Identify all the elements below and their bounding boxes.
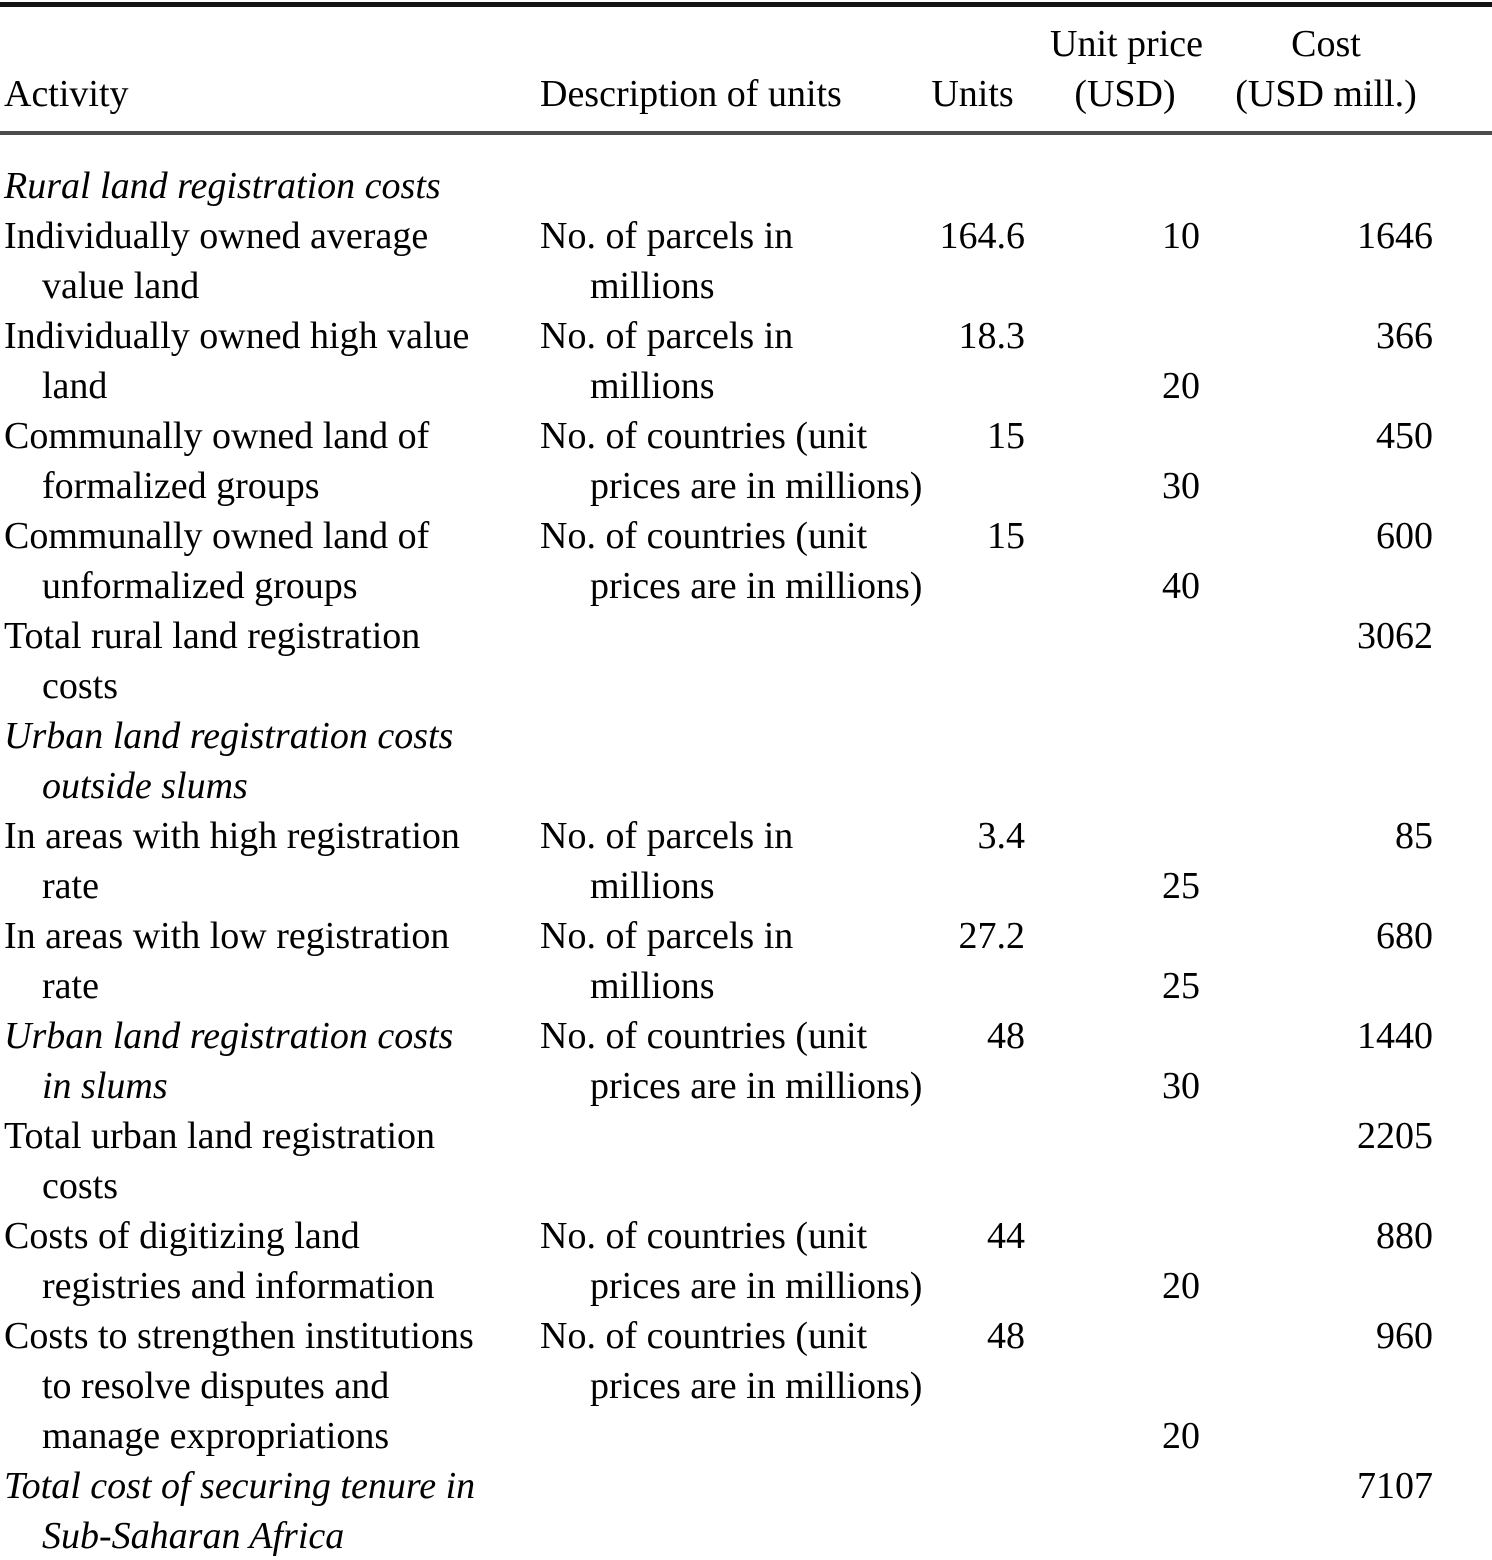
text-line: outside slums (42, 765, 248, 807)
cell-unit-price (1050, 511, 1200, 611)
cell-description (540, 511, 923, 611)
cell-description (540, 1011, 923, 1111)
text-line: 27.2 (958, 915, 1025, 957)
cell-description (540, 1211, 923, 1311)
table-row (0, 811, 1492, 911)
cell-unit-price (1050, 611, 1200, 711)
cell-description (540, 811, 920, 911)
cell-cost (1200, 1011, 1492, 1111)
header-unit-price-label-line1: Unit price (1050, 23, 1204, 65)
text-line: No. of countries (unit (540, 1015, 868, 1057)
text-line: rate (42, 965, 99, 1007)
text-line: Communally owned land of (4, 515, 430, 557)
cell-activity (0, 311, 540, 411)
cell-units (920, 611, 1050, 711)
text-line (1050, 1211, 1200, 1261)
text-line: 15 (987, 415, 1025, 457)
table-row (0, 1211, 1492, 1311)
table-row (0, 133, 1492, 211)
table-row (0, 1111, 1492, 1211)
cell-cost (1200, 211, 1492, 311)
cell-activity (0, 133, 540, 211)
table-row (0, 1461, 1492, 1560)
text-line: 85 (1395, 815, 1433, 857)
text-line (1050, 511, 1200, 561)
cell-units (920, 411, 1050, 511)
text-line (1050, 1361, 1200, 1411)
text-line: rate (42, 865, 99, 907)
text-line: 48 (987, 1315, 1025, 1357)
cell-cost (1200, 133, 1492, 211)
text-line: 2205 (1357, 1115, 1433, 1157)
cell-cost (1200, 1111, 1492, 1211)
header-activity (0, 5, 540, 134)
text-line: value land (42, 265, 200, 307)
text-line: 25 (1162, 965, 1200, 1007)
text-line: Communally owned land of (4, 415, 430, 457)
text-line: millions (590, 365, 715, 407)
text-line: No. of parcels in (540, 315, 794, 357)
cell-units (920, 133, 1050, 211)
text-line (1050, 1011, 1200, 1061)
header-units (920, 5, 1050, 134)
text-line: millions (590, 965, 715, 1007)
text-line (1050, 1311, 1200, 1361)
text-line: prices are in millions) (590, 1365, 923, 1407)
cell-cost (1200, 1461, 1492, 1560)
cell-units (920, 1011, 1050, 1111)
cell-activity (0, 611, 540, 711)
cell-unit-price (1050, 1211, 1200, 1311)
text-line: Urban land registration costs (4, 715, 454, 757)
text-line: In areas with low registration (4, 915, 450, 957)
cell-cost (1200, 911, 1492, 1011)
cell-description (540, 711, 920, 811)
cell-activity (0, 211, 540, 311)
text-line: No. of countries (unit (540, 1315, 868, 1357)
cell-unit-price (1050, 1011, 1200, 1111)
text-line: No. of parcels in (540, 815, 794, 857)
text-line: No. of countries (unit (540, 415, 868, 457)
text-line: Urban land registration costs (4, 1015, 454, 1057)
text-line (1050, 911, 1200, 961)
cell-description (540, 211, 920, 311)
table-row (0, 711, 1492, 811)
text-line: 40 (1162, 565, 1200, 607)
document-page (0, 2, 1492, 1560)
text-line: No. of countries (unit (540, 1215, 868, 1257)
cell-unit-price (1050, 133, 1200, 211)
text-line: 450 (1376, 415, 1433, 457)
text-line: land (42, 365, 108, 407)
cell-units (920, 1461, 1050, 1560)
text-line: Individually owned average (4, 215, 429, 257)
table-header-row (0, 5, 1492, 134)
cell-unit-price (1050, 311, 1200, 411)
text-line: prices are in millions) (590, 1265, 923, 1307)
table-row (0, 911, 1492, 1011)
cell-activity (0, 1311, 540, 1461)
text-line: prices are in millions) (590, 565, 923, 607)
cell-unit-price (1050, 811, 1200, 911)
header-units-label: Units (931, 73, 1014, 115)
cost-table (0, 2, 1492, 1560)
cell-units (920, 511, 1050, 611)
text-line: In areas with high registration (4, 815, 460, 857)
cell-activity (0, 411, 540, 511)
text-line: registries and information (42, 1265, 435, 1307)
text-line: 960 (1376, 1315, 1433, 1357)
text-line: 48 (987, 1015, 1025, 1057)
cell-unit-price (1050, 1111, 1200, 1211)
text-line: millions (590, 865, 715, 907)
text-line: 880 (1376, 1215, 1433, 1257)
text-line: formalized groups (42, 465, 320, 507)
text-line: 366 (1376, 315, 1433, 357)
text-line: 30 (1162, 1065, 1200, 1107)
text-line: to resolve disputes and (42, 1365, 390, 1407)
text-line: Total urban land registration (4, 1115, 436, 1157)
cell-units (920, 911, 1050, 1011)
cell-units (920, 1111, 1050, 1211)
cell-unit-price (1050, 1461, 1200, 1560)
text-line: 18.3 (958, 315, 1025, 357)
text-line: prices are in millions) (590, 465, 923, 507)
text-line: 1646 (1357, 215, 1433, 257)
text-line: 20 (1162, 1415, 1200, 1457)
cell-activity (0, 1111, 540, 1211)
text-line: Costs of digitizing land (4, 1215, 360, 1257)
text-line: millions (590, 265, 715, 307)
cell-units (920, 211, 1050, 311)
text-line: 164.6 (939, 215, 1025, 257)
text-line: prices are in millions) (590, 1065, 923, 1107)
text-line: costs (42, 1165, 118, 1207)
text-line: 3.4 (977, 815, 1025, 857)
table-row (0, 1011, 1492, 1111)
cell-cost (1200, 1211, 1492, 1311)
cell-units (920, 711, 1050, 811)
cell-description (540, 911, 920, 1011)
text-line (1050, 811, 1200, 861)
header-unit-price (1050, 5, 1204, 134)
cell-description (540, 133, 920, 211)
cell-cost (1200, 1311, 1492, 1461)
cell-description (540, 611, 920, 711)
cell-description (540, 1111, 920, 1211)
text-line: No. of countries (unit (540, 515, 868, 557)
header-activity-label: Activity (4, 73, 129, 115)
cell-unit-price (1050, 711, 1200, 811)
cell-unit-price (1050, 411, 1200, 511)
table-body (0, 133, 1492, 1560)
table-row (0, 311, 1492, 411)
text-line: Sub-Saharan Africa (42, 1515, 345, 1557)
cell-activity (0, 811, 540, 911)
cell-activity (0, 911, 540, 1011)
cell-description (540, 411, 923, 511)
text-line: 25 (1162, 865, 1200, 907)
table-header (0, 5, 1492, 134)
cell-cost (1200, 611, 1492, 711)
header-description-label: Description of units (540, 73, 842, 115)
table-row (0, 411, 1492, 511)
cell-cost (1200, 311, 1492, 411)
text-line: manage expropriations (42, 1415, 390, 1457)
text-line: Rural land registration costs (4, 165, 441, 207)
cell-cost (1200, 511, 1492, 611)
table-row (0, 211, 1492, 311)
cell-units (920, 811, 1050, 911)
text-line: Total cost of securing tenure in (4, 1465, 476, 1507)
text-line: unformalized groups (42, 565, 358, 607)
cell-cost (1200, 711, 1492, 811)
text-line: 600 (1376, 515, 1433, 557)
cell-cost (1200, 811, 1492, 911)
text-line: costs (42, 665, 118, 707)
cell-unit-price (1050, 911, 1200, 1011)
cell-unit-price (1050, 211, 1200, 311)
text-line: Individually owned high value (4, 315, 470, 357)
cell-activity (0, 1461, 540, 1560)
text-line: 680 (1376, 915, 1433, 957)
text-line: Total rural land registration (4, 615, 421, 657)
table-row (0, 511, 1492, 611)
table-row (0, 1311, 1492, 1461)
cell-description (540, 311, 920, 411)
header-description (540, 5, 920, 134)
cell-unit-price (1050, 1311, 1200, 1461)
cell-activity (0, 1011, 540, 1111)
text-line: 7107 (1357, 1465, 1433, 1507)
cell-activity (0, 511, 540, 611)
table-row (0, 611, 1492, 711)
cell-units (920, 311, 1050, 411)
text-line: 1440 (1357, 1015, 1433, 1057)
text-line: in slums (42, 1065, 168, 1107)
cell-description (540, 1311, 923, 1461)
text-line: 15 (987, 515, 1025, 557)
text-line: 20 (1162, 1265, 1200, 1307)
text-line: 20 (1162, 365, 1200, 407)
text-line: No. of parcels in (540, 215, 794, 257)
text-line (1050, 311, 1200, 361)
header-cost (1200, 5, 1492, 134)
text-line: 3062 (1357, 615, 1433, 657)
cell-activity (0, 1211, 540, 1311)
text-line: 10 (1162, 215, 1200, 257)
text-line: No. of parcels in (540, 915, 794, 957)
header-cost-label-line2: (USD mill.) (1235, 73, 1417, 115)
header-cost-label-line1: Cost (1291, 23, 1361, 65)
cell-units (920, 1311, 1050, 1461)
cell-units (920, 1211, 1050, 1311)
header-unit-price-label-line2: (USD) (1074, 73, 1176, 115)
text-line: 30 (1162, 465, 1200, 507)
cell-description (540, 1461, 920, 1560)
cell-cost (1200, 411, 1492, 511)
text-line: Costs to strengthen institutions (4, 1315, 474, 1357)
text-line: 44 (987, 1215, 1025, 1257)
cell-activity (0, 711, 540, 811)
text-line (1050, 411, 1200, 461)
